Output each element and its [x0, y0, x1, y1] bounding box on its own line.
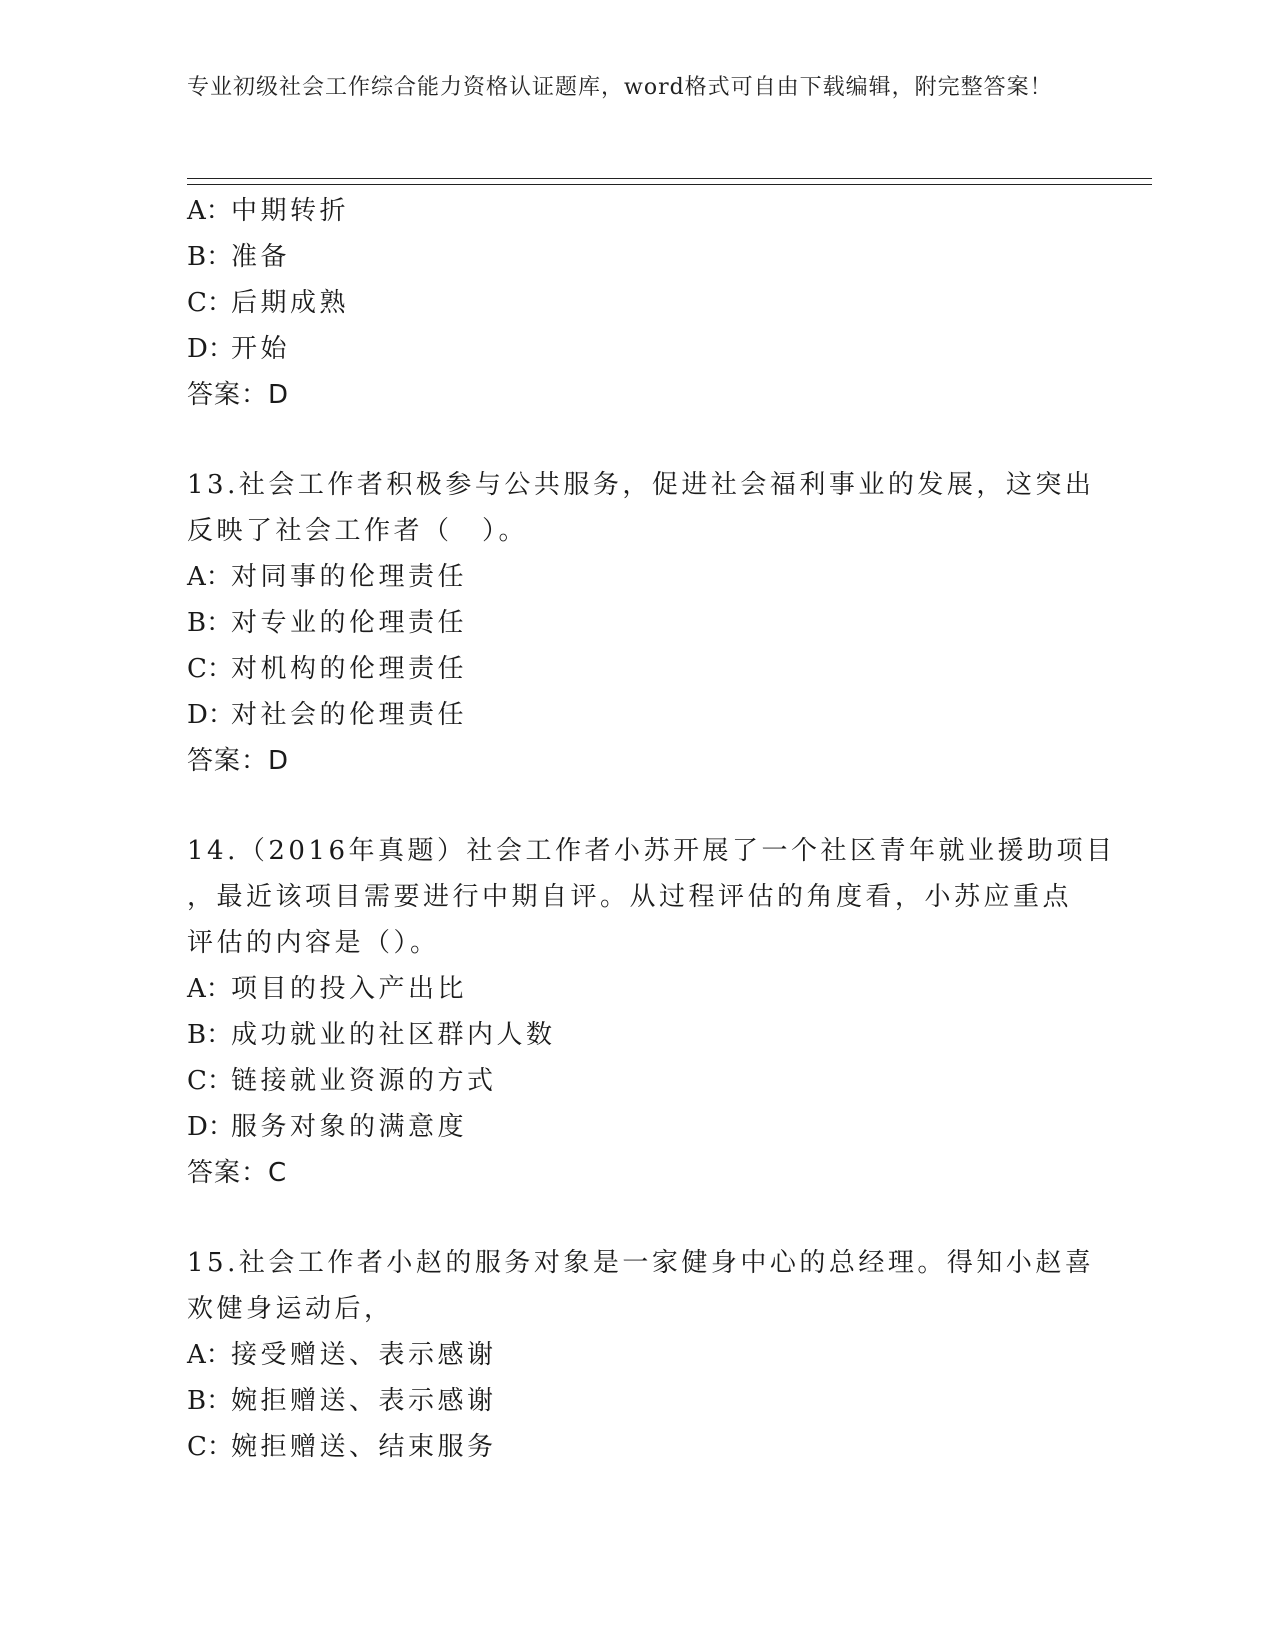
- question-text: 欢健身运动后，: [187, 1294, 394, 1324]
- question-text: 14.（2016年真题）社会工作者小苏开展了一个社区青年就业援助项目: [187, 836, 1116, 866]
- option-a: A：中期转折: [187, 196, 350, 226]
- question-text: ，最近该项目需要进行中期自评。从过程评估的角度看，小苏应重点: [187, 882, 1073, 912]
- option-b: B：准备: [187, 242, 291, 272]
- answer-line: 答案：D: [187, 746, 290, 776]
- option-c: C：婉拒赠送、结束服务: [187, 1432, 497, 1462]
- question-list: [187, 188, 1116, 1470]
- option-a: A：接受赠送、表示感谢: [187, 1340, 497, 1370]
- question-13: [187, 462, 1095, 784]
- answer-line: 答案：C: [187, 1158, 288, 1188]
- question-text: 13.社会工作者积极参与公共服务，促进社会福利事业的发展，这突出: [187, 470, 1095, 500]
- option-d: D：服务对象的满意度: [187, 1112, 468, 1142]
- option-c: C：后期成熟: [187, 288, 350, 318]
- option-a: A：对同事的伦理责任: [187, 562, 468, 592]
- question-text: 评估的内容是（）。: [187, 928, 440, 958]
- question-14: [187, 828, 1116, 1196]
- option-b: B：成功就业的社区群内人数: [187, 1020, 556, 1050]
- prev-question-block: [187, 188, 1087, 418]
- header-rule-top: [187, 178, 1152, 179]
- page-header: 专业初级社会工作综合能力资格认证题库，word格式可自由下载编辑，附完整答案！: [187, 75, 1053, 100]
- question-text: 15.社会工作者小赵的服务对象是一家健身中心的总经理。得知小赵喜: [187, 1248, 1095, 1278]
- header-rule-bottom: [187, 184, 1152, 185]
- answer-line: 答案：D: [187, 380, 290, 410]
- option-b: B：婉拒赠送、表示感谢: [187, 1386, 497, 1416]
- option-a: A：项目的投入产出比: [187, 974, 468, 1004]
- option-b: B：对专业的伦理责任: [187, 608, 468, 638]
- question-text: 反映了社会工作者（ ）。: [187, 516, 529, 546]
- option-d: D：开始: [187, 334, 291, 364]
- option-c: C：对机构的伦理责任: [187, 654, 468, 684]
- option-d: D：对社会的伦理责任: [187, 700, 468, 730]
- question-15: [187, 1240, 1095, 1470]
- option-c: C：链接就业资源的方式: [187, 1066, 497, 1096]
